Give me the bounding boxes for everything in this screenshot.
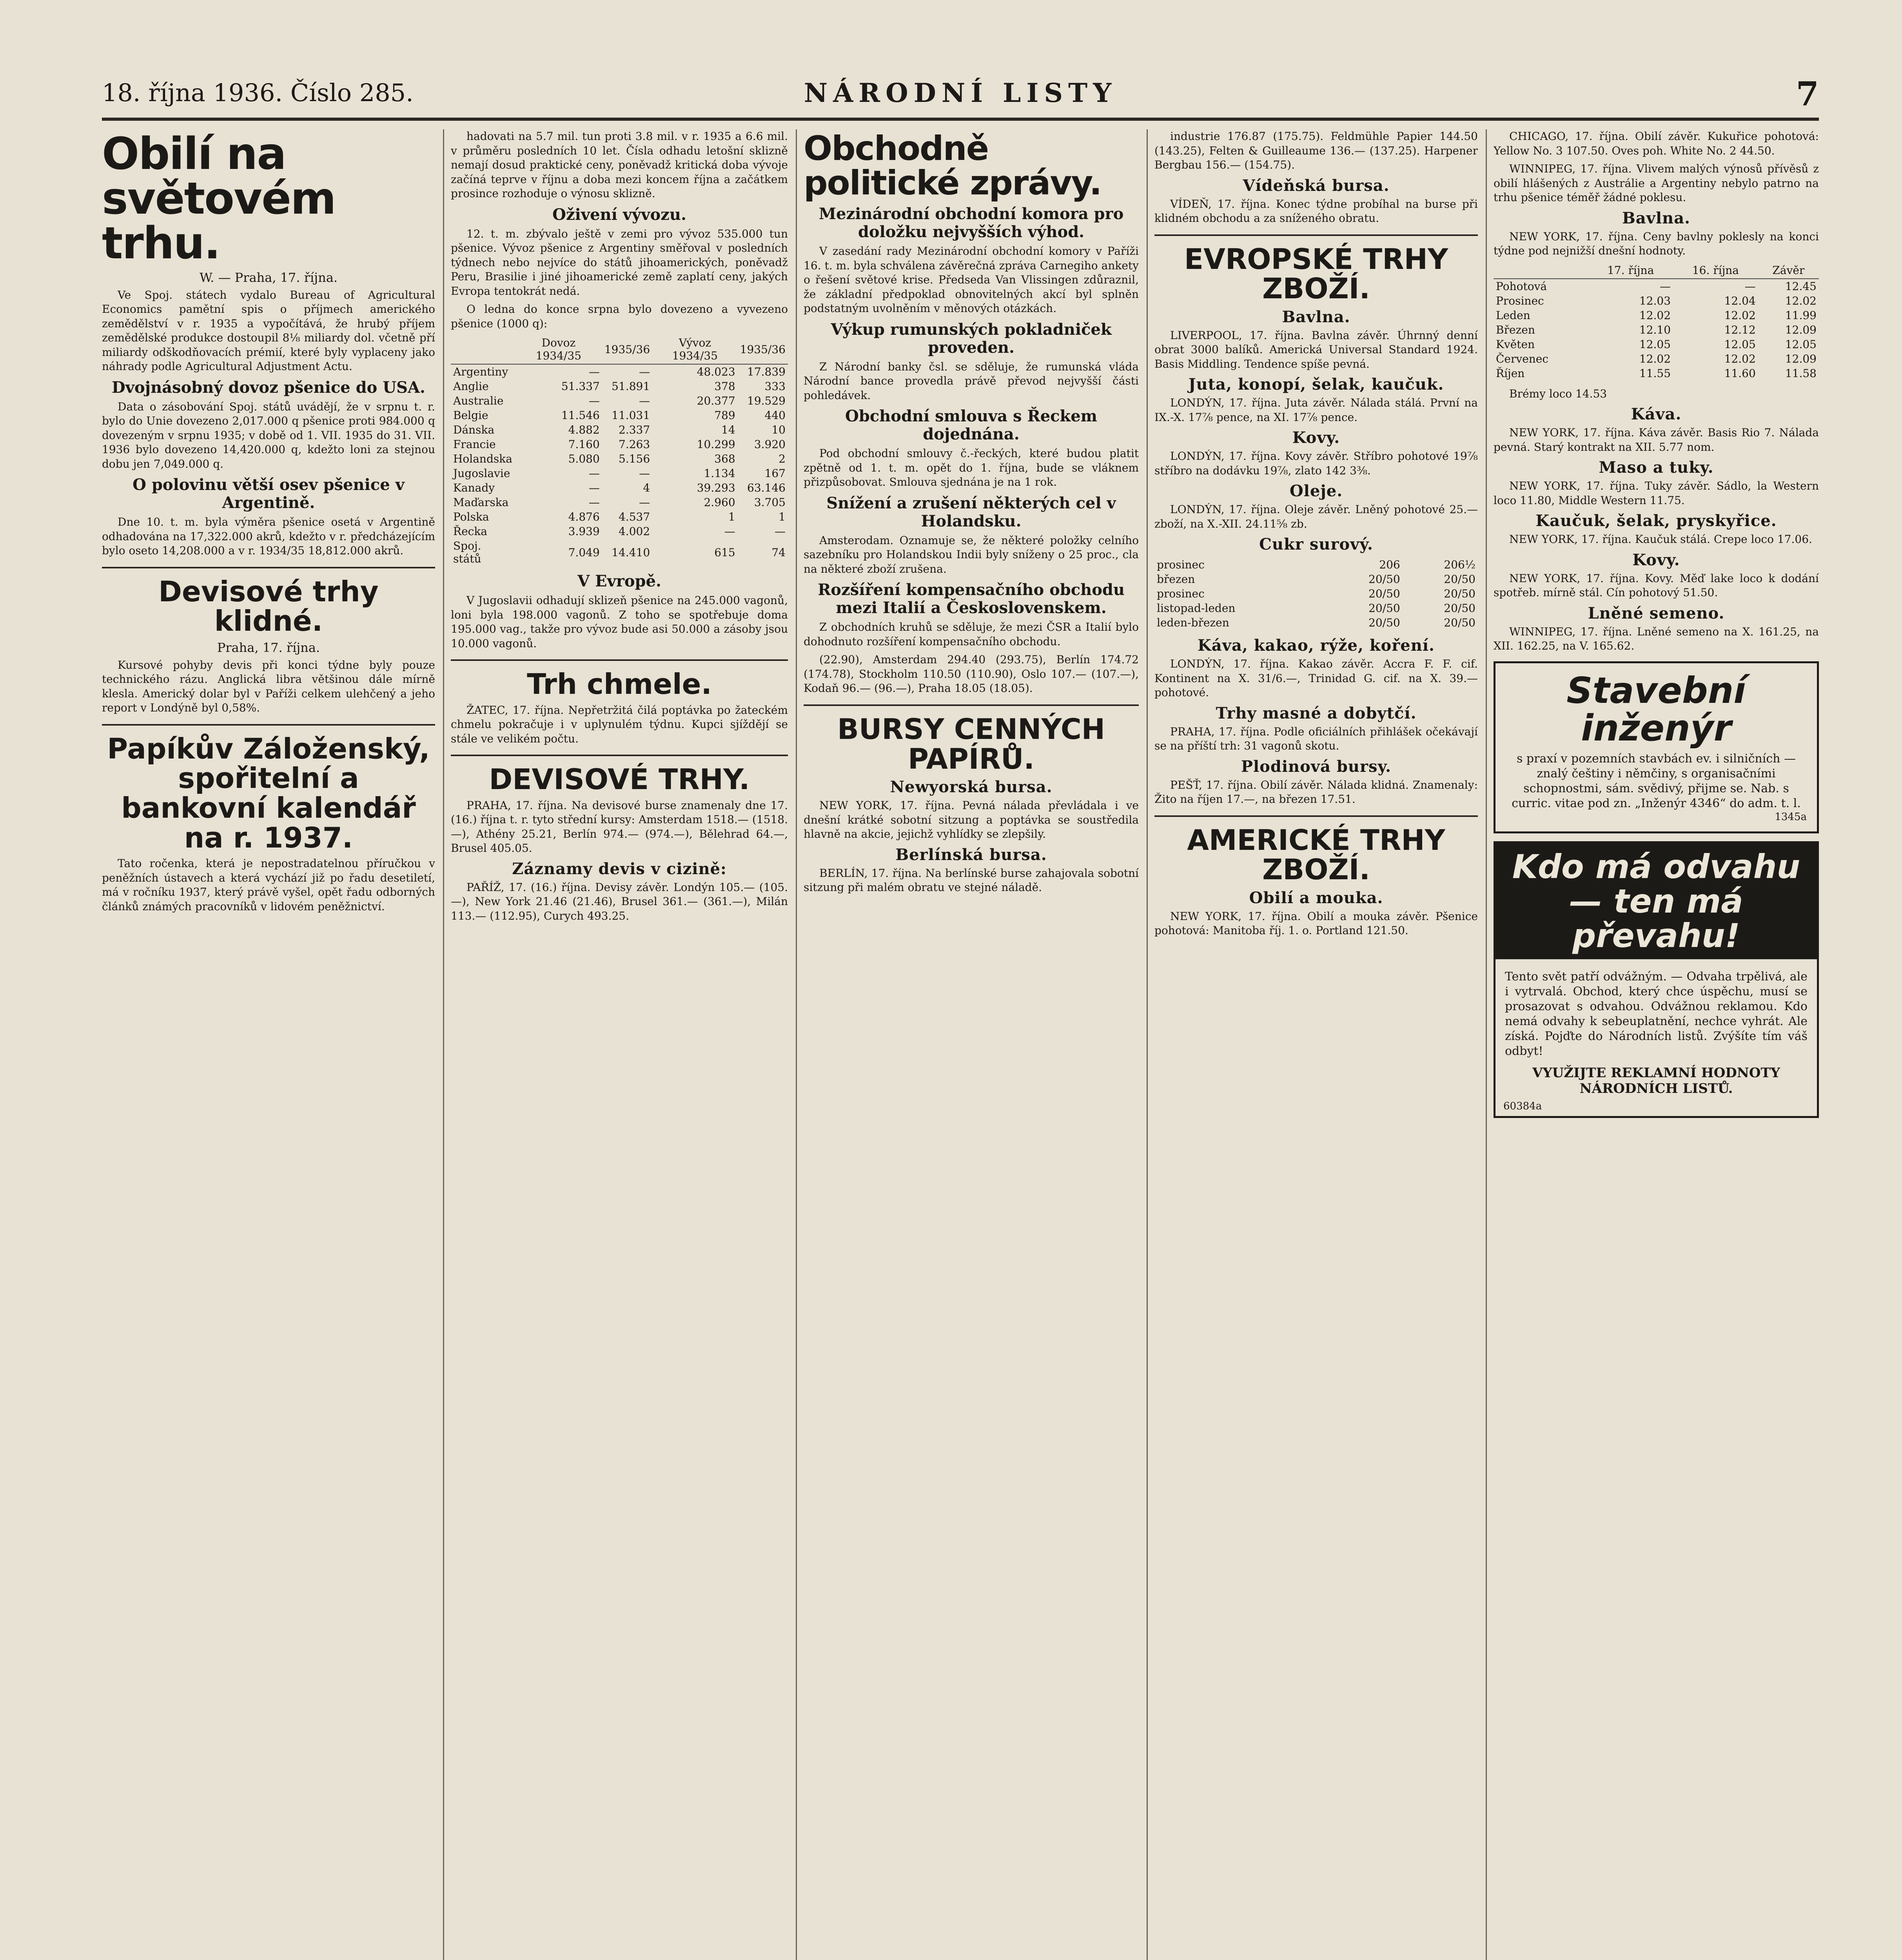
table-cell: —	[639, 467, 650, 480]
newspaper-title: NÁRODNÍ LISTY	[804, 78, 1117, 108]
article-paragraph: hadovati na 5.7 mil. tun proti 3.8 mil. v r. 1935 a 6.6 mil. v průměru posledních 10 let. Čísla odhadu letošní sklizně nemají dosud praktické ceny, poněvadž kritická doba vývoje začíná teprve v říjnu a doba mezi koncem října a začátkem prosince rozhoduje o výnosu sklizně.	[451, 130, 788, 200]
subheading: Cukr surový.	[1259, 535, 1373, 554]
table-cell: Červenec	[1496, 352, 1549, 365]
divider	[451, 755, 788, 756]
column-rule	[1147, 129, 1148, 1960]
ad-text: Tento svět patří odvážným. — Odvaha trpělivá, ale i vytrvalá. Obchod, který chce úspěchu, musí se prosazovat s odvahou. Odvážnou reklamou. Kdo nemá odvahy k sebeuplatnění, nechce vyhrát. Ale získá. Pojďte do Národních listů. Zvýšíte tím váš odbyt!	[1505, 970, 1808, 1058]
divider	[1154, 815, 1478, 817]
article-paragraph: PAŘÍŽ, 17. (16.) října. Devisy závěr. Londýn 105.— (105.—), New York 21.46 (21.46), Brusel 361.— (361.—), Milán 113.— (112.95), Curych 493.25.	[451, 880, 788, 922]
table-cell: —	[639, 394, 650, 407]
table-cell: 615	[714, 546, 735, 559]
table-cell: 440	[764, 409, 786, 422]
table-cell: Květen	[1496, 338, 1535, 351]
table-cell: 12.02	[1639, 352, 1671, 365]
article-paragraph: Z obchodních kruhů se sděluje, že mezi ČSR a Italií bylo dohodnuto rozšíření kompensačního obchodu.	[804, 621, 1139, 648]
table-row	[1494, 337, 1819, 352]
ad-ref: 60384a	[1503, 1100, 1542, 1112]
subheading: Kaučuk, šelak, pryskyřice.	[1535, 512, 1777, 530]
table-cell: —	[588, 481, 600, 494]
table-cell: 11.99	[1785, 309, 1817, 322]
table-row	[1494, 366, 1819, 381]
subheading: Obchodní smlouva s Řeckem dojednána.	[845, 407, 1097, 444]
table-row	[451, 423, 788, 437]
section-title: Devisové trhy klidné.	[158, 575, 379, 638]
divider	[102, 724, 435, 726]
subheading: Káva, kakao, rýže, koření.	[1198, 636, 1435, 655]
table-cell: Prosinec	[1496, 294, 1544, 307]
section-title: DEVISOVÉ TRHY.	[489, 763, 750, 796]
table-header-cell: Závěr	[1758, 262, 1819, 279]
table-cell: 2	[779, 452, 786, 465]
table-cell: 74	[771, 546, 786, 559]
subheading: Mezinárodní obchodní komora pro doložku nejvyšších výhod.	[819, 205, 1124, 241]
table-cell: 14	[721, 423, 735, 436]
table-cell: 7.049	[568, 546, 600, 559]
table-cell: —	[588, 496, 600, 509]
table-cell: 333	[764, 380, 786, 393]
article-paragraph: (22.90), Amsterdam 294.40 (293.75), Berlín 174.72 (174.78), Stockholm 110.50 (110.90), Oslo 107.— (107.—), Kodaň 96.— (96.—), Praha 18.05 (18.05).	[804, 653, 1139, 695]
table-cell: 3.939	[568, 525, 600, 538]
table-cell: 20/50	[1368, 602, 1400, 615]
subheading: Dvojnásobný dovoz pšenice do USA.	[112, 378, 425, 397]
article-paragraph: LIVERPOOL, 17. října. Bavlna závěr. Úhrnný denní obrat 3000 balíků. Americká Universal Standard 1924. Basis Middling. Tendence spíše pevná.	[1154, 328, 1478, 370]
divider	[1154, 234, 1478, 236]
table-cell: Kanady	[453, 481, 495, 494]
table-row	[1154, 615, 1478, 630]
table-row	[1154, 557, 1478, 572]
table-header-cell	[451, 335, 515, 364]
issue-date: 18. října 1936. Číslo 285.	[102, 78, 414, 107]
article-paragraph: 12. t. m. zbývalo ještě v zemi pro vývoz 535.000 tun pšenice. Vývoz pšenice z Argentiny směřoval v posledních týdnech nebo nejvíce do států jihoamerických, poněvadž Peru, Brasilie i jiné jihoamerické země zaplatí ceny, jakých Evropa tentokrát nedá.	[451, 227, 788, 298]
article-paragraph: PRAHA, 17. října. Na devisové burse znamenaly dne 17. (16.) října t. r. tyto střední kursy: Amsterdam 1518.— (1518.—), Athény 25.21, Berlín 974.— (974.—), Bělehrad 64.—, Brusel 405.05.	[451, 799, 788, 855]
divider	[804, 704, 1139, 706]
table-cell: —	[775, 525, 786, 538]
table-header-cell: Dovoz 1934/35	[515, 335, 602, 364]
table-row	[1494, 308, 1819, 323]
ad-ref: 1345a	[1775, 811, 1807, 823]
byline: W. — Praha, 17. října.	[199, 270, 338, 285]
divider	[451, 659, 788, 661]
table-cell: 63.146	[747, 481, 786, 494]
table-cell: 4.537	[618, 510, 650, 523]
table-cell: Anglie	[453, 380, 489, 393]
table-cell: 206½	[1444, 558, 1476, 572]
table-row	[1494, 294, 1819, 308]
subheading: Kovy.	[1632, 550, 1680, 569]
subheading: Plodinová bursy.	[1241, 757, 1392, 776]
table-cell: 12.05	[1724, 338, 1756, 351]
section-title: Papíkův Záloženský, spořitelní a bankovní kalendář na r. 1937.	[107, 732, 430, 854]
article-paragraph: industrie 176.87 (175.75). Feldmühle Papier 144.50 (143.25), Felten & Guilleaume 136.— (137.25). Harpener Bergbau 156.— (154.75).	[1154, 130, 1478, 171]
article-paragraph: NEW YORK, 17. října. Ceny bavlny poklesly na konci týdne pod nejnižší dnešní hodnoty.	[1494, 230, 1819, 257]
table-cell: 7.160	[568, 438, 600, 451]
table-cell: Říjen	[1496, 367, 1525, 380]
table-cell: 5.080	[568, 452, 600, 465]
table-cell: 12.05	[1785, 338, 1817, 351]
subheading: Rozšíření kompensačního obchodu mezi Italií a Československem.	[818, 581, 1125, 617]
column-rule	[796, 129, 797, 1960]
article-paragraph: NEW YORK, 17. října. Obilí a mouka závěr. Pšenice pohotová: Manitoba říj. 1. o. Portland 121.50.	[1154, 909, 1478, 937]
table-cell: 11.58	[1785, 367, 1817, 380]
table-cell: 12.12	[1724, 323, 1756, 336]
table-cell: 12.09	[1785, 323, 1817, 336]
table-cell: Leden	[1496, 309, 1530, 322]
table-cell: 3.705	[754, 496, 786, 509]
subheading: Bavlna.	[1622, 209, 1691, 227]
table-cell: —	[639, 365, 650, 378]
table-cell: 20/50	[1368, 573, 1400, 586]
article-paragraph: Tato ročenka, která je nepostradatelnou příručkou v peněžních ústavech a která vychází již po řadu desetiletí, má v ročníku 1937, který právě vyšel, opět řadu odborných článků známých pracovníků v lidovém peněžnictví.	[102, 857, 435, 913]
column-4	[1154, 129, 1478, 1960]
table-header-cell: 17. října	[1588, 262, 1673, 279]
subheading: Snížení a zrušení některých cel v Holandsku.	[826, 494, 1116, 530]
article-paragraph: Amsterodam. Oznamuje se, že některé položky celního sazebníku pro Holandskou Indii byly sníženy o 25 proc., cla na některé zboží zrušena.	[804, 534, 1139, 575]
table-cell: 11.031	[612, 409, 650, 422]
table-cell: 10.299	[697, 438, 735, 451]
table-cell: Argentiny	[453, 365, 508, 378]
ad-footer: VYUŽIJTE REKLAMNÍ HODNOTY NÁRODNÍCH LISTŮ.	[1532, 1065, 1780, 1097]
table-row	[1494, 352, 1819, 366]
table-cell: 1	[728, 510, 735, 523]
subheading: Maso a tuky.	[1599, 458, 1714, 477]
table-cell: Polska	[453, 510, 489, 523]
article-paragraph: NEW YORK, 17. října. Pevná nálada převládala i ve dnešní krátké sobotní sitzung a poptávka se soustředila hlavně na akcie, jejichž vyhlídky se zlepšily.	[804, 799, 1139, 841]
divider	[102, 567, 435, 568]
article-paragraph: NEW YORK, 17. října. Káva závěr. Basis Rio 7. Nálada pevná. Starý kontrakt na XII. 5.77 nom.	[1494, 426, 1819, 454]
section-title: EVROPSKÉ TRHY ZBOŽÍ.	[1184, 242, 1448, 305]
subheading: Bavlna.	[1282, 307, 1350, 326]
table-row	[1154, 572, 1478, 586]
classified-ad-odvaha	[1494, 841, 1819, 1118]
table-cell: 12.09	[1785, 352, 1817, 365]
table-cell: Březen	[1496, 323, 1535, 336]
article-title: Obilí na světovém trhu.	[102, 129, 336, 269]
column-rule	[443, 129, 444, 1960]
table-cell: Řecka	[453, 525, 487, 538]
table-cell: 12.45	[1785, 279, 1817, 293]
article-paragraph: Brémy loco 14.53	[1509, 387, 1607, 400]
table-cell: březen	[1157, 573, 1195, 586]
table-cell: 12.02	[1724, 309, 1756, 322]
subheading: Obilí a mouka.	[1249, 888, 1383, 907]
article-paragraph: CHICAGO, 17. října. Obilí závěr. Kukuřice pohotová: Yellow No. 3 107.50. Oves poh. White No. 2 44.50.	[1494, 130, 1819, 157]
subheading: Newyorská bursa.	[890, 778, 1053, 797]
table-cell: 17.839	[747, 365, 786, 378]
subheading: Lněné semeno.	[1588, 604, 1725, 622]
cotton-table	[1494, 262, 1819, 381]
column-2	[451, 129, 788, 1960]
wheat-trade-table	[451, 335, 788, 566]
table-cell: 1.134	[704, 467, 735, 480]
table-cell: 12.02	[1785, 294, 1817, 307]
article-paragraph: VÍDEŇ, 17. října. Konec týdne probíhal na burse při klidném obchodu a za sníženého obratu.	[1154, 197, 1478, 225]
table-cell: 378	[714, 380, 735, 393]
table-header-cell: 16. října	[1673, 262, 1758, 279]
table-cell: 14.410	[612, 546, 650, 559]
article-paragraph: O ledna do konce srpna bylo dovezeno a vyvezeno pšenice (1000 q):	[451, 303, 788, 330]
article-paragraph: Kursové pohyby devis při konci týdne byly pouze technického rázu. Anglická libra většinou dále mírně klesla. Americký dolar byl v Paříži celkem ulehčený a jeho report v Londýně byl 0,58%.	[102, 658, 435, 715]
article-paragraph: NEW YORK, 17. října. Kovy. Měď lake loco k dodání spotřeb. mírně stál. Cín pohotový 51.50.	[1494, 572, 1819, 599]
column-3	[804, 129, 1139, 1960]
article-paragraph: NEW YORK, 17. října. Tuky závěr. Sádlo, la Western loco 11.80, Middle Western 11.75.	[1494, 479, 1819, 507]
table-cell: 20/50	[1444, 573, 1476, 586]
table-cell: 11.55	[1639, 367, 1671, 380]
table-cell: Francie	[453, 438, 496, 451]
article-paragraph: V zasedání rady Mezinárodní obchodní komory v Paříži 16. t. m. byla schválena závěrečná zpráva Carnegiho ankety o řešení světové krise. Předseda Van Vlissingen zdůraznil, že základní předpoklad obnovitelných akcí byl splněn podstatným uvolněním v měnových otázkách.	[804, 245, 1139, 315]
table-cell: 12.10	[1639, 323, 1671, 336]
article-paragraph: WINNIPEG, 17. října. Lněné semeno na X. 161.25, na XII. 162.25, na V. 165.62.	[1494, 625, 1819, 652]
table-cell: 20/50	[1368, 587, 1400, 601]
table-cell: 20/50	[1368, 616, 1400, 630]
column-5	[1494, 129, 1819, 1960]
subheading: Kovy.	[1292, 428, 1340, 447]
table-row	[1494, 279, 1819, 294]
table-cell: —	[1660, 279, 1671, 293]
article-paragraph: Z Národní banky čsl. se sděluje, že rumunská vláda Národní bance provedla právě převod nejvyšší části pohledávek.	[804, 360, 1139, 402]
subheading: O polovinu větší osev pšenice v Argentině.	[132, 475, 405, 512]
column-rule	[1486, 129, 1487, 1960]
table-cell: 789	[714, 409, 735, 422]
article-paragraph: LONDÝN, 17. října. Juta závěr. Nálada stálá. První na IX.-X. 17⅞ pence, na XI. 17⅞ pence.	[1154, 396, 1478, 424]
subheading: Oživení vývozu.	[552, 205, 686, 224]
table-row	[451, 394, 788, 408]
table-cell: —	[724, 525, 735, 538]
article-paragraph: PRAHA, 17. října. Podle oficiálních přihlášek očekávají se na příští trh: 31 vagonů skotu.	[1154, 725, 1478, 753]
table-cell: Holandska	[453, 452, 512, 465]
table-cell: 51.337	[561, 380, 600, 393]
table-cell: 20.377	[697, 394, 735, 407]
table-cell: 51.891	[612, 380, 650, 393]
article-paragraph: WINNIPEG, 17. října. Vlivem malých výnosů přívěsů z obilí hlášených z Austrálie a Argentiny nebylo patrno na trhu pšenice téměř žádné poklesu.	[1494, 162, 1819, 204]
table-header-cell	[1494, 262, 1588, 279]
section-title: Trh chmele.	[527, 668, 712, 701]
table-cell: 48.023	[697, 365, 735, 378]
table-row	[451, 510, 788, 524]
subheading: Oleje.	[1289, 482, 1343, 501]
table-cell: Maďarska	[453, 496, 509, 509]
table-cell: —	[588, 467, 600, 480]
table-cell: 12.03	[1639, 294, 1671, 307]
table-cell: 12.02	[1639, 309, 1671, 322]
table-cell: 19.529	[747, 394, 786, 407]
subheading: Berlínská bursa.	[895, 845, 1047, 864]
table-cell: 167	[764, 467, 786, 480]
table-cell: 4	[643, 481, 650, 494]
classified-ad-engineer	[1494, 661, 1819, 833]
table-cell: 7.263	[618, 438, 650, 451]
table-row	[451, 539, 788, 566]
table-cell: —	[588, 365, 600, 378]
table-cell: 2.337	[618, 423, 650, 436]
table-cell: Jugoslavie	[453, 467, 510, 480]
article-paragraph: LONDÝN, 17. října. Kakao závěr. Accra F. F. cif. Kontinent na X. 31/6.—, Trinidad G. cif. na X. 39.— pohotové.	[1154, 657, 1478, 699]
table-row	[451, 408, 788, 423]
table-cell: 4.002	[618, 525, 650, 538]
page-number: 7	[1796, 74, 1819, 113]
table-cell: Pohotová	[1496, 279, 1547, 293]
subheading: Výkup rumunských pokladniček proveden.	[831, 320, 1112, 357]
table-row	[451, 437, 788, 452]
table-cell: 20/50	[1444, 602, 1476, 615]
table-cell: 368	[714, 452, 735, 465]
table-cell: —	[588, 394, 600, 407]
table-cell: 4.876	[568, 510, 600, 523]
table-cell: —	[1744, 279, 1756, 293]
table-row	[1154, 586, 1478, 601]
table-cell: 2.960	[704, 496, 735, 509]
page-header	[102, 74, 1819, 121]
article-paragraph: PEŠŤ, 17. října. Obilí závěr. Nálada klidná. Znamenaly: Žito na říjen 17.—, na březen 17.51.	[1154, 778, 1478, 806]
article-paragraph: ŽATEC, 17. října. Nepřetržitá čilá poptávka po žateckém chmelu pokračuje i v uplynulém týdnu. Kupci sjíždějí se stále ve velikém počtu.	[451, 703, 788, 745]
subheading: V Evropě.	[577, 572, 661, 590]
table-cell: 12.02	[1724, 352, 1756, 365]
table-cell: 20/50	[1444, 587, 1476, 601]
table-row	[1154, 601, 1478, 615]
table-cell: 206	[1379, 558, 1400, 572]
article-paragraph: Ve Spoj. státech vydalo Bureau of Agricultural Economics pamětní spis o příjmech amerického zemědělství v r. 1935 a vypočítává, že hrubý příjem zemědělské produkce dostoupil 8⅛ miliardy dol. včetně pří miliardy odškodňovacích prémií, které byly vyplaceny jako náhrady podle Agricultural Adjustment Actu.	[102, 288, 435, 373]
table-cell: —	[639, 496, 650, 509]
subheading: Záznamy devis v cizině:	[512, 859, 727, 878]
table-cell: listopad-leden	[1157, 602, 1236, 615]
column-1	[102, 129, 435, 1960]
article-paragraph: V Jugoslavii odhadují sklizeň pšenice na 245.000 vagonů, loni byla 198.000 vagonů. Z toho se spotřebuje doma 195.000 vag., takže pro vývoz bude asi 50.000 a zásoby jsou 10.000 vagonů.	[451, 594, 788, 650]
table-row	[451, 364, 788, 379]
article-paragraph: Data o zásobování Spoj. států uvádějí, že v srpnu t. r. bylo do Unie dovezeno 2,017.000 q pšenice proti 984.000 q dovezeným v srpnu 1935; v době od 1. VII. 1935 do 31. VII. 1936 bylo dovezeno 14,420.000 q, kdežto loni za stejnou dobu jen 7,049.000 q.	[102, 400, 435, 470]
table-cell: 11.60	[1724, 367, 1756, 380]
byline: Praha, 17. října.	[217, 640, 320, 655]
table-cell: 5.156	[618, 452, 650, 465]
article-paragraph: BERLÍN, 17. října. Na berlínské burse zahajovala sobotní sitzung při malém obratu ve stejné náladě.	[804, 866, 1139, 894]
subheading: Trhy masné a dobytčí.	[1216, 704, 1417, 722]
article-title: Obchodně politické zprávy.	[804, 129, 1102, 203]
table-header-cell: 1935/36	[738, 335, 788, 364]
article-paragraph: LONDÝN, 17. října. Oleje závěr. Lněný pohotové 25.— zboží, na X.-XII. 24.11⅝ zb.	[1154, 503, 1478, 530]
table-cell: 3.920	[754, 438, 786, 451]
section-title: BURSY CENNÝCH PAPÍRŮ.	[837, 712, 1105, 775]
table-cell: 20/50	[1444, 616, 1476, 630]
article-paragraph: Pod obchodní smlouvy č.-řeckých, které budou platit zpětně od 1. t. m. opět do 1. října, bude se vláknem přizpůsobovat. Smlouva sjednána je na 1 rok.	[804, 447, 1139, 489]
table-row	[451, 481, 788, 495]
table-cell: 1	[779, 510, 786, 523]
table-cell: 11.546	[561, 409, 600, 422]
sugar-table	[1154, 557, 1478, 630]
section-title: AMERICKÉ TRHY ZBOŽÍ.	[1187, 823, 1445, 886]
table-cell: Belgie	[453, 409, 488, 422]
table-cell: Spoj. států	[453, 539, 481, 565]
table-cell: Australie	[453, 394, 504, 407]
table-cell: Dánska	[453, 423, 495, 436]
table-cell: prosinec	[1157, 558, 1205, 572]
table-cell: leden-březen	[1157, 616, 1229, 630]
table-row	[451, 379, 788, 394]
subheading: Vídeňská bursa.	[1243, 176, 1390, 195]
table-row	[1494, 323, 1819, 337]
table-row	[451, 495, 788, 510]
table-cell: prosinec	[1157, 587, 1205, 601]
subheading: Káva.	[1631, 405, 1682, 423]
table-row	[451, 524, 788, 539]
table-header-cell: Vývoz 1934/35	[652, 335, 738, 364]
ad-title: Stavební inženýr	[1566, 669, 1746, 750]
table-row	[451, 466, 788, 481]
article-paragraph: Dne 10. t. m. byla výměra pšenice osetá v Argentině odhadována na 17,322.000 akrů, kdežto v r. předcházejícím bylo oseto 14,208.000 a v r. 1934/35 18,812.000 akrů.	[102, 515, 435, 557]
subheading: Juta, konopí, šelak, kaučuk.	[1188, 375, 1444, 394]
ad-text: s praxí v pozemních stavbách ev. i silničních — znalý češtiny i němčiny, s organisačními schopnostmi, sám. svědivý, přijme se. Nab. s curric. vitae pod zn. „Inženýr 4346“ do adm. t. l.	[1512, 751, 1801, 810]
table-cell: 12.05	[1639, 338, 1671, 351]
article-paragraph: LONDÝN, 17. října. Kovy závěr. Stříbro pohotové 19⅞ stříbro na dodávku 19⅞, zlato 142 3⅜.	[1154, 450, 1478, 477]
article-paragraph: NEW YORK, 17. října. Kaučuk stálá. Crepe loco 17.06.	[1509, 533, 1812, 546]
table-row	[451, 452, 788, 466]
table-cell: 39.293	[697, 481, 735, 494]
table-cell: 10	[771, 423, 786, 436]
table-cell: 12.04	[1724, 294, 1756, 307]
table-header-cell: 1935/36	[602, 335, 652, 364]
ad-title: Kdo má odvahu — ten má převahu!	[1495, 843, 1817, 960]
table-cell: 4.882	[568, 423, 600, 436]
